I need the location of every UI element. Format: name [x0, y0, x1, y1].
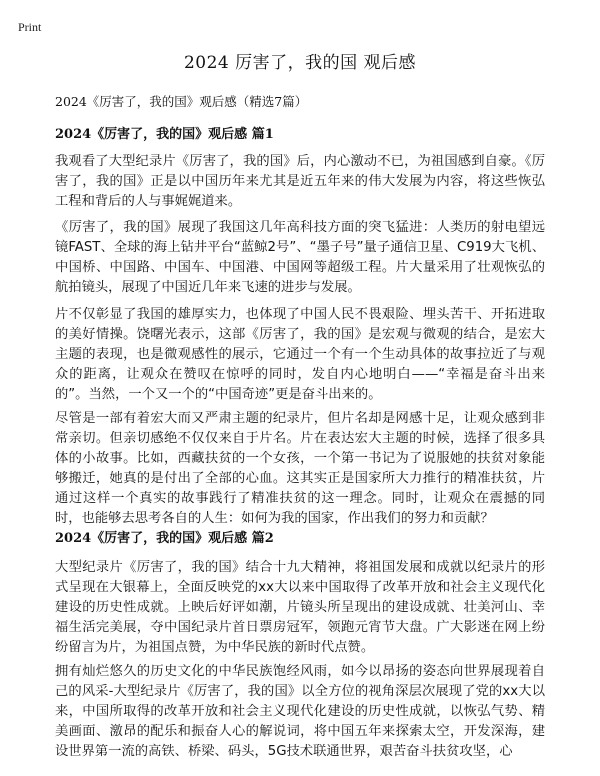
- section-2-paragraph-1: 大型纪录片《厉害了，我的国》结合十九大精神，将祖国发展和成就以纪录片的形式呈现在大银幕上，全面反映党的xx大以来中国取得了改革开放和社会主义现代化建设的历史性成就。上映后好评如潮，片镜头所呈现出的建设成就、壮美河山、幸福生活完美展，夺中国纪录片首日票房冠军，领跑元宵节大盘。广大影迷在网上纷纷留言为片，为祖国点赞，为中华民族的新时代点赞。: [55, 560, 545, 655]
- section-1-paragraph-3: 片不仅彰显了我国的雄厚实力，也体现了中国人民不畏艰险、埋头苦干、开拓进取的美好情操。饶曙光表示，这部《厉害了，我的国》是宏观与微观的结合，是宏大主题的表现，也是微观感性的展示，它通过一个有一个生动具体的故事拉近了与观众的距离，让观众在赞叹在惊呼的同时，发自内心地明白——“幸福是奋斗出来的”。当然，一个又一个的“中国奇迹”更是奋斗出来的。: [55, 307, 545, 402]
- document-intro: 2024《厉害了，我的国》观后感（精选7篇）: [55, 94, 308, 109]
- section-1-paragraph-2: 《厉害了，我的国》展现了我国这几年高科技方面的突飞猛进：人类历的射电望远镜FAST、全球的海上钻井平台“蓝鲸2号”、“墨子号”量子通信卫星、C919大飞机、中国桥、中国路、中国车、中国港、中国网等超级工程。片大量采用了壮观恢弘的航拍镜头，展现了中国近几年来飞速的进步与发展。: [55, 220, 545, 295]
- section-heading-2: 2024《厉害了，我的国》观后感 篇2: [55, 531, 274, 546]
- page-title: 2024 厉害了，我的国 观后感: [183, 53, 417, 73]
- print-link[interactable]: Print: [18, 20, 42, 34]
- section-2-paragraph-2: 拥有灿烂悠久的历史文化的中华民族饱经风雨，如今以昂扬的姿态向世界展现着自己的风采-大型纪录片《厉害了，我的国》以全方位的视角深层次展现了党的xx大以来，中国所取得的改革开放和社会主义现代化建设的历史性成就，以恢弘气势、精美画面、激昂的配乐和振奋人心的解说词，将中国五年来探索太空，开发深海，建设世界第一流的高铁、桥梁、码头，5G技术联通世界，艰苦奋斗扶贫攻坚，心: [55, 664, 545, 759]
- section-1-paragraph-1: 我观看了大型纪录片《厉害了，我的国》后，内心激动不已，为祖国感到自豪。《厉害了，我的国》正是以中国历年来尤其是近五年来的伟大发展为内容，将这些恢弘工程和背后的人与事娓娓道来。: [55, 154, 545, 209]
- section-1-paragraph-4: 尽管是一部有着宏大而又严肃主题的纪录片，但片名却是网感十足，让观众感到非常亲切。但亲切感绝不仅仅来自于片名。片在表达宏大主题的时候，选择了很多具体的小故事。比如，西藏扶贫的一个女孩，一个第一书记为了说服她的扶贫对象能够搬迁，她真的是付出了全部的心血。这其实正是国家所大力推行的精准扶贫，片通过这样一个真实的故事践行了精准扶贫的这一理念。同时，让观众在震撼的同时，也能够去思考各自的人生：如何为我的国家，作出我们的努力和贡献？: [55, 411, 545, 526]
- section-heading-1: 2024《厉害了，我的国》观后感 篇1: [55, 127, 274, 142]
